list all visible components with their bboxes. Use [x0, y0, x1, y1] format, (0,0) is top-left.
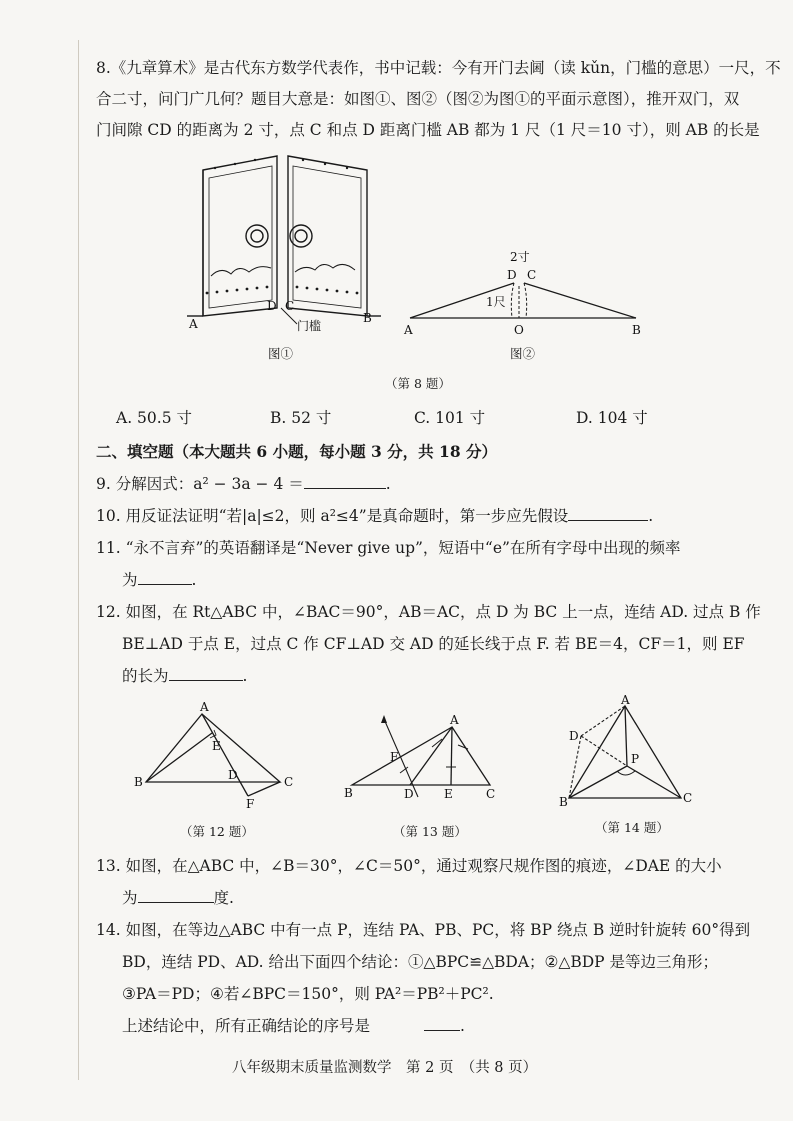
- q8-fig1-label-sill: 门槛: [297, 319, 322, 333]
- q11-end: .: [191, 571, 197, 589]
- q8-fig1-label-d: D: [267, 299, 277, 313]
- q8-fig1-label-b: B: [363, 311, 372, 325]
- q12-line-1: 12. 如图，在 Rt△ABC 中，∠BAC＝90°，AB＝AC，点 D 为 BC 上一点，连结 AD. 过点 B 作: [96, 603, 761, 621]
- q12-label-a: A: [200, 700, 209, 714]
- q12-prefix: 的长为: [122, 667, 169, 685]
- q9-line: [96, 474, 391, 494]
- q14-label-d: D: [569, 729, 579, 743]
- q8-fig2-label-d: D: [507, 268, 517, 282]
- q8-fig2-label-c: C: [527, 268, 537, 282]
- q8-line-2: 合二寸，问门广几何？题目大意是：如图①、图②（图②为图①的平面示意图），推开双门，双: [96, 90, 740, 108]
- q8-line-3: 门间隙 CD 的距离为 2 寸，点 C 和点 D 距离门槛 AB 都为 1 尺（1 尺＝10 寸），则 AB 的长是: [96, 121, 760, 139]
- q8-fig2-label-o: O: [514, 323, 524, 337]
- q9-end: .: [385, 475, 391, 493]
- q14-end: .: [460, 1017, 465, 1035]
- q8-option-b: B. 52 寸: [270, 409, 332, 427]
- q9-answer-blank[interactable]: [304, 474, 386, 489]
- q11-prefix: 为: [122, 571, 138, 589]
- q13-label-d: D: [404, 787, 414, 801]
- q8-figure-1-door: [185, 148, 385, 338]
- q14-answer-blank[interactable]: [424, 1016, 460, 1031]
- q10-end: .: [648, 507, 654, 525]
- q12-label-e: E: [212, 739, 221, 753]
- q12-line-2: BE⊥AD 于点 E，过点 C 作 CF⊥AD 交 AD 的延长线于点 F. 若 BE＝4，CF＝1，则 EF: [122, 635, 745, 653]
- q11-line-1: 11. “永不言弃”的英语翻译是“Never give up”，短语中“e”在所有字母中出现的频率: [96, 539, 681, 557]
- q10-answer-blank[interactable]: [568, 506, 648, 521]
- q12-figure: [130, 700, 300, 815]
- q13-label-f: F: [390, 750, 399, 764]
- q8-fig2-caption: 图②: [510, 346, 536, 361]
- q10-line: [96, 506, 653, 526]
- page-fold-edge: [78, 40, 79, 1080]
- q9-text: 9. 分解因式：a² − 3a − 4 ＝: [96, 475, 304, 493]
- q14-line-4: [122, 1016, 465, 1036]
- q14-label-c: C: [683, 791, 693, 805]
- q12-label-d: D: [228, 768, 238, 782]
- q14-line-1: 14. 如图，在等边△ABC 中有一点 P，连结 PA、PB、PC，将 BP 绕点 B 逆时针旋转 60°得到: [96, 921, 751, 939]
- q13-figure: [340, 705, 505, 810]
- q8-caption: （第 8 题）: [385, 376, 451, 391]
- q13-line-2: [122, 888, 234, 908]
- q8-fig2-label-height: 1尺: [486, 295, 506, 309]
- q11-line-2: [122, 570, 196, 590]
- q12-label-f: F: [246, 797, 255, 811]
- q14-line-3: ③PA＝PD；④若∠BPC＝150°，则 PA²＝PB²＋PC².: [122, 985, 494, 1003]
- q13-label-b: B: [344, 786, 353, 800]
- q8-fig2-label-a: A: [404, 323, 413, 337]
- q8-fig2-label-b: B: [632, 323, 641, 337]
- q8-line-1: 8.《九章算术》是古代东方数学代表作，书中记载：今有开门去阃（读 kǔn，门槛的意思）一尺，不: [96, 59, 781, 77]
- section-2-heading: 二、填空题（本大题共 6 小题，每小题 3 分，共 18 分）: [96, 442, 498, 461]
- q12-label-c: C: [284, 775, 294, 789]
- q13-caption: （第 13 题）: [393, 824, 467, 839]
- q13-label-c: C: [486, 787, 496, 801]
- page-footer: 八年级期末质量监测数学 第 2 页 （共 8 页）: [232, 1060, 538, 1076]
- q8-figure-2-plane: [400, 250, 650, 340]
- q13-answer-blank[interactable]: [138, 888, 214, 903]
- q8-fig1-label-a: A: [189, 317, 198, 331]
- q13-label-e: E: [444, 787, 453, 801]
- q14-line-2: BD，连结 PD、AD. 给出下面四个结论：①△BPC≌△BDA；②△BDP 是等边三角形；: [122, 953, 719, 971]
- q8-fig1-label-c: C: [285, 299, 295, 313]
- q14-label-p: P: [631, 752, 640, 766]
- q12-caption: （第 12 题）: [180, 824, 254, 839]
- q8-option-a: A. 50.5 寸: [116, 409, 192, 427]
- q14-label-b: B: [559, 795, 568, 809]
- q8-option-d: D. 104 寸: [576, 409, 648, 427]
- q14-figure: [555, 693, 695, 811]
- q14-label-a: A: [621, 693, 630, 707]
- q12-label-b: B: [134, 775, 143, 789]
- q13-prefix: 为: [122, 889, 138, 907]
- q12-line-3: [122, 666, 247, 686]
- q8-option-c: C. 101 寸: [414, 409, 486, 427]
- q10-text: 10. 用反证法证明“若|a|≤2，则 a²≤4”是真命题时，第一步应先假设: [96, 507, 569, 525]
- q13-label-a: A: [450, 713, 459, 727]
- q12-answer-blank[interactable]: [169, 666, 243, 681]
- q8-fig2-label-gap: 2寸: [510, 250, 530, 264]
- q11-answer-blank[interactable]: [138, 570, 192, 585]
- q13-line-1: 13. 如图，在△ABC 中，∠B＝30°，∠C＝50°，通过观察尺规作图的痕迹，∠DAE 的大小: [96, 857, 722, 875]
- q13-end: 度.: [213, 889, 234, 907]
- q14-caption: （第 14 题）: [595, 820, 669, 835]
- q14-prompt: 上述结论中，所有正确结论的序号是: [122, 1017, 371, 1035]
- q12-end: .: [242, 667, 248, 685]
- q8-fig1-caption: 图①: [268, 346, 294, 361]
